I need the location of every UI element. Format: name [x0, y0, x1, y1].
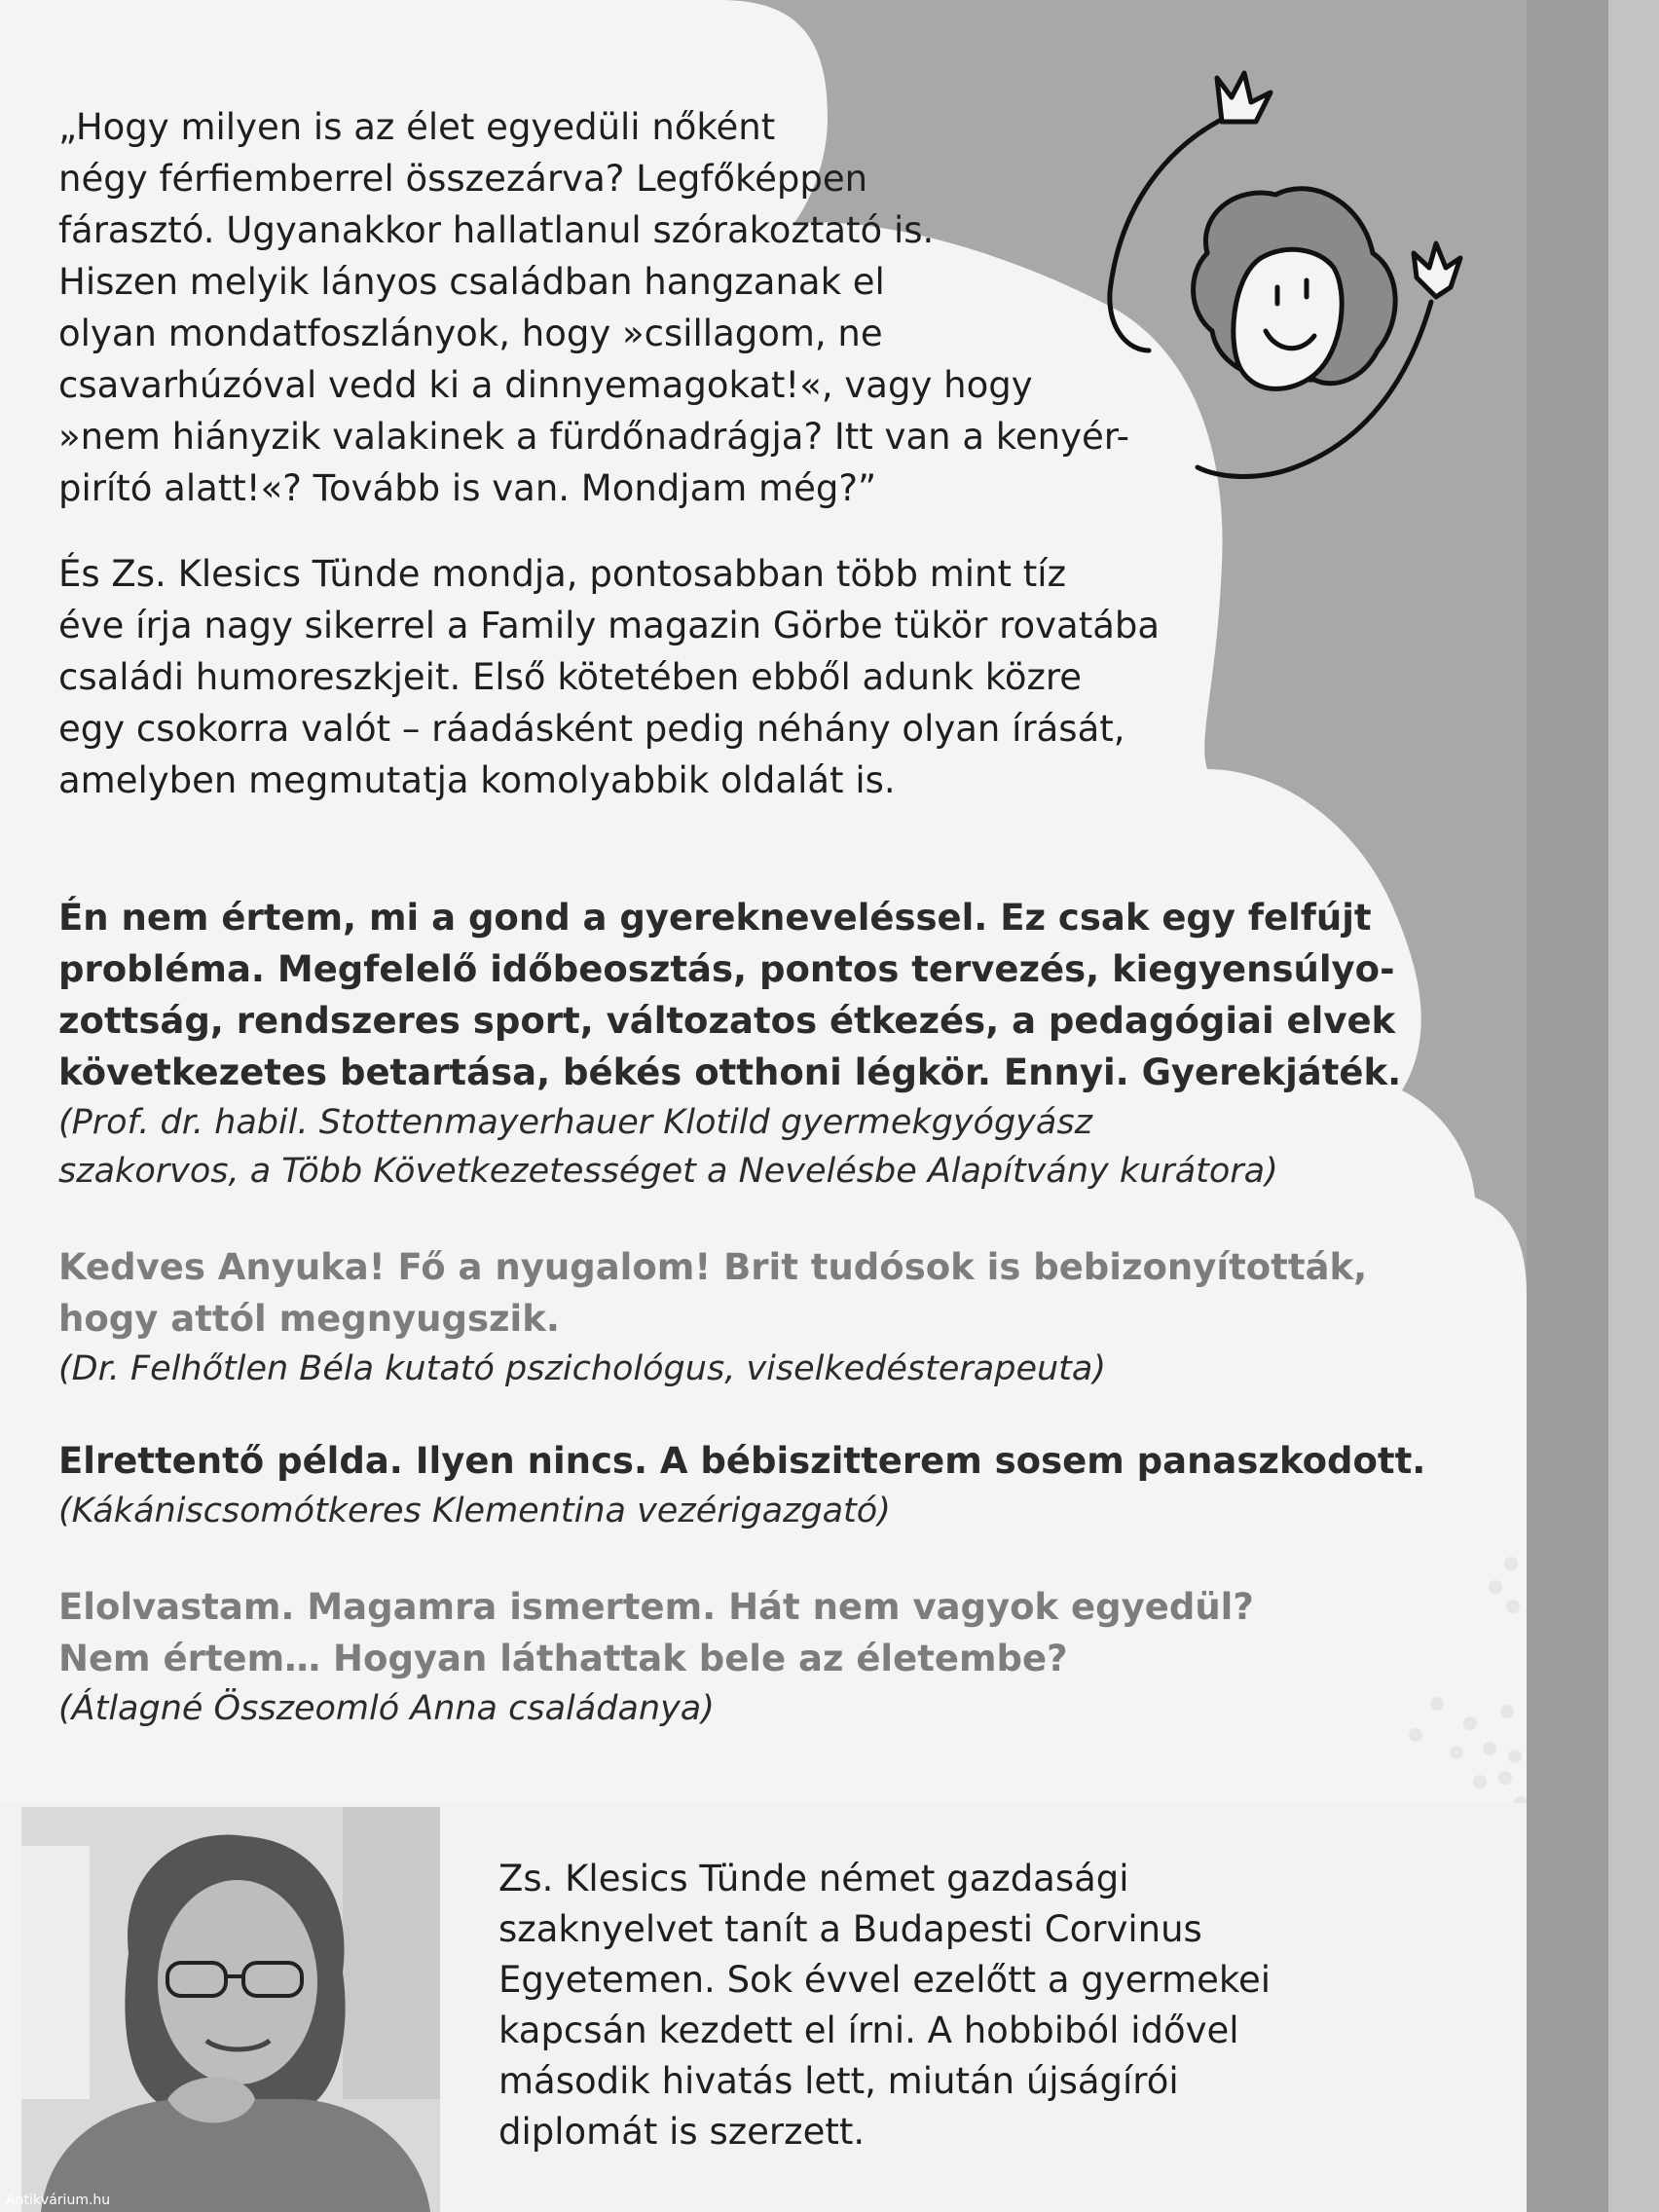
watermark: Antikvárium.hu [6, 2193, 111, 2208]
blurb-text: Én nem értem, mi a gond a gyerekneveléssel. Ez csak egy felfújt probléma. Megfelelő időbeosztás, pontos tervezés, kiegyensúlyo- zottság, rendszeres sport, változatos étkezés, a pedagógiai elvek következetes betartása, békés otthoni légkör. Ennyi. Gyerekjáték. [58, 897, 1402, 1093]
book-description: És Zs. Klesics Tünde mondja, pontosabban több mint tíz éve írja nagy sikerrel a Family magazin Görbe tükör rovatába családi humoreszkjeit. Első kötetében ebből adunk közre egy csokorra valót – ráadásként pedig néhány olyan írását, amelyben megmutatja komolyabbik oldalát is. [58, 553, 1161, 801]
blurb-text: Kedves Anyuka! Fő a nyugalom! Brit tudósok is bebizonyították, hogy attól megnyugszik. [58, 1246, 1368, 1340]
doodle-right-hand [1414, 243, 1460, 297]
blurb-3 [58, 1435, 1425, 1535]
blurb-4 [58, 1581, 1254, 1733]
author-bio: Zs. Klesics Tünde német gazdasági szaknyelvet tanít a Budapesti Corvinus Egyetemen. Sok évvel ezelőtt a gyermekei kapcsán kezdett el írni. A hobbiból idővel második hivatás lett, miután újságírói diplomát is szerzett. [498, 1858, 1271, 2153]
doodle-left-hand [1217, 73, 1271, 122]
blurb-text: Elolvastam. Magamra ismertem. Hát nem vagyok egyedül? Nem értem… Hogyan láthattak bele az életembe? [58, 1586, 1254, 1679]
blurb-2 [58, 1241, 1367, 1393]
blurb-1 [58, 892, 1401, 1196]
blurb-source: (Kákániscsomótkeres Klementina vezérigazgató) [58, 1492, 891, 1530]
blurb-source: (Átlagné Összeomló Anna családanya) [58, 1689, 715, 1728]
blurb-text: Elrettentő példa. Ilyen nincs. A bébiszitterem sosem panaszkodott. [58, 1440, 1426, 1482]
author-photo [21, 1807, 440, 2212]
blurb-source: (Prof. dr. habil. Stottenmayerhauer Klotild gyermekgyógyász szakorvos, a Több Következetességet a Nevelésbe Alapítvány kurátora) [58, 1103, 1278, 1191]
blurb-source: (Dr. Felhőtlen Béla kutató pszichológus, viselkedésterapeuta) [58, 1349, 1107, 1388]
book-quote: „Hogy milyen is az élet egyedüli nőként négy férfiemberrel összezárva? Legfőképpen fárasztó. Ugyanakkor hallatlanul szórakoztató is. Hiszen melyik lányos családban hangzanak el olyan mondatfoszlányok, hogy »csillagom, ne csavarhúzóval vedd ki a dinnyemagokat!«, vagy hogy »nem hiányzik valakinek a fürdőnadrágja? Itt van a kenyér- pirító alatt!«? Tovább is van. Mondjam még?” [58, 106, 1129, 509]
